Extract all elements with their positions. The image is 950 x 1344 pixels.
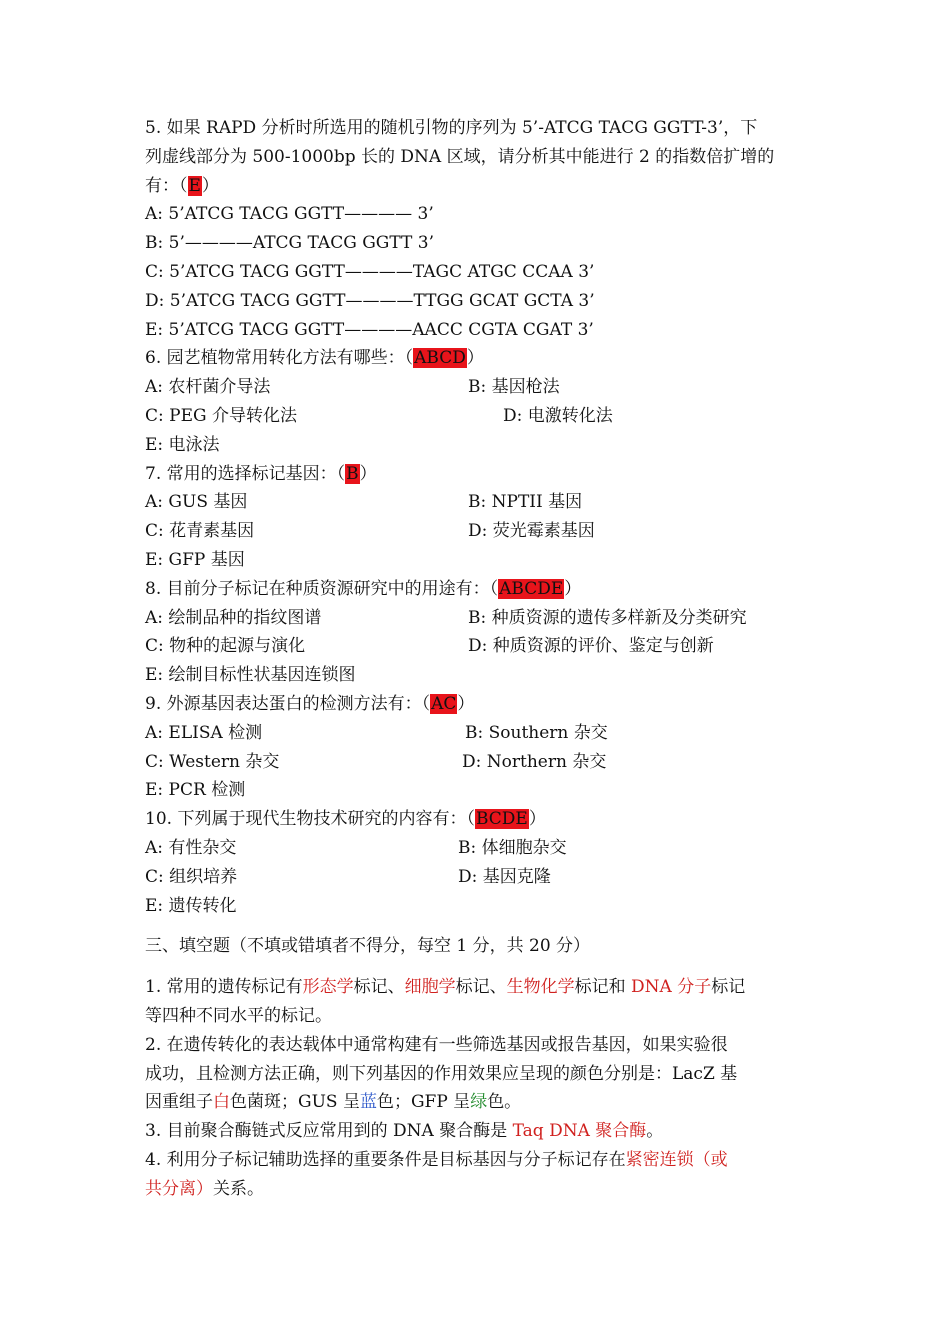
fill-3-text-2: 。 (646, 1121, 664, 1142)
fill-1-text-4: 标记和 (574, 977, 632, 998)
fill-4-line-2 (145, 1175, 810, 1204)
fill-2-answer-white: 白 (213, 1092, 230, 1113)
q7-option-b: B: NPTII 基因 (468, 492, 583, 513)
fill-1-text-3: 标记、 (455, 977, 507, 998)
q5-stem-pre: 有：（ (145, 175, 188, 196)
q7-option-c: C: 花青素基因 (145, 521, 255, 542)
q10-stem-post: ） (528, 809, 546, 830)
q5-option-a: A: 5’ATCG TACG GGTT———— 3’ (145, 204, 434, 225)
document-page (145, 114, 810, 1203)
q8-options-row-1 (145, 604, 810, 633)
q10-option-a: A: 有性杂交 (145, 837, 237, 858)
q9-option-b: B: Southern 杂交 (465, 722, 608, 743)
fill-1-answer-3: 生物化学 (506, 977, 575, 998)
q10-answer: BCDE (475, 809, 528, 830)
q5-option-d: D: 5’ATCG TACG GGTT————TTGG GCAT GCTA 3’ (145, 290, 595, 311)
section-3-title: 三、填空题（不填或错填者不得分，每空 1 分，共 20 分） (145, 936, 591, 957)
q7-answer: B (346, 463, 359, 484)
fill-4-answer-part-2: 共分离） (145, 1178, 213, 1199)
q8-stem (145, 575, 810, 604)
q6-options-row-2 (145, 402, 810, 431)
q10-option-b: B: 体细胞杂交 (458, 837, 567, 858)
fill-1-line-2: 等四种不同水平的标记。 (145, 1005, 332, 1026)
q8-option-c: C: 物种的起源与演化 (145, 636, 306, 657)
fill-3-line (145, 1117, 810, 1146)
q9-options-row-1 (145, 719, 810, 748)
q7-stem-pre: 7. 常用的选择标记基因：（ (145, 463, 346, 484)
q5-answer: E (188, 175, 201, 196)
q7-stem (145, 460, 810, 489)
q9-stem-pre: 9. 外源基因表达蛋白的检测方法有：（ (145, 693, 431, 714)
fill-4-answer-part-1: 紧密连锁（或 (625, 1149, 728, 1170)
fill-1-text-5: 标记 (711, 977, 746, 998)
fill-2-text-2: 色菌斑；GUS 呈 (230, 1092, 360, 1113)
fill-2-line-3 (145, 1088, 810, 1117)
fill-2-text-4: 色。 (487, 1092, 522, 1113)
q7-option-e: E: GFP 基因 (145, 549, 245, 570)
q5-stem-post: ） (201, 175, 219, 196)
q8-stem-pre: 8. 目前分子标记在种质资源研究中的用途有：（ (145, 578, 499, 599)
q6-option-b: B: 基因枪法 (468, 377, 560, 398)
q6-option-c: C: PEG 介导转化法 (145, 405, 297, 426)
fill-4-line-1 (145, 1146, 810, 1175)
q5-stem-line-1: 5. 如果 RAPD 分析时所选用的随机引物的序列为 5’-ATCG TACG GGTT-3’，下 (145, 118, 758, 138)
q9-option-c: C: Western 杂交 (145, 751, 280, 772)
fill-1-text-1: 1. 常用的遗传标记有 (145, 977, 303, 998)
q9-option-e: E: PCR 检测 (145, 780, 246, 801)
q8-option-b: B: 种质资源的遗传多样新及分类研究 (468, 607, 747, 628)
q8-stem-post: ） (564, 578, 582, 599)
q10-options-row-2 (145, 863, 810, 892)
fill-1-text-2: 标记、 (353, 977, 405, 998)
q10-option-d: D: 基因克隆 (458, 866, 551, 887)
q8-options-row-2 (145, 632, 810, 661)
q5-stem-line-2: 列虚线部分为 500-1000bp 长的 DNA 区域，请分析其中能进行 2 的指数倍扩增的 (145, 146, 775, 167)
q10-stem-pre: 10. 下列属于现代生物技术研究的内容有：（ (145, 809, 475, 830)
q5-stem-line-3 (145, 172, 810, 201)
q7-stem-post: ） (359, 463, 377, 484)
q9-answer: AC (431, 693, 457, 714)
q9-option-a: A: ELISA 检测 (145, 722, 263, 743)
fill-4-text-2: 关系。 (213, 1178, 264, 1199)
fill-1-answer-1: 形态学 (302, 977, 354, 998)
q6-stem-post: ） (466, 348, 484, 369)
q9-stem-post: ） (457, 693, 475, 714)
fill-3-text-1: 3. 目前聚合酶链式反应常用到的 DNA 聚合酶是 (145, 1121, 513, 1142)
q6-stem-pre: 6. 园艺植物常用转化方法有哪些：（ (145, 348, 414, 369)
q10-options-row-1 (145, 834, 810, 863)
fill-2-text-1: 因重组子 (145, 1092, 213, 1113)
q9-stem (145, 690, 810, 719)
fill-1-answer-4: DNA 分子 (631, 977, 712, 998)
q5-option-b: B: 5’————ATCG TACG GGTT 3’ (145, 233, 434, 254)
q5-option-c: C: 5’ATCG TACG GGTT————TAGC ATGC CCAA 3’ (145, 261, 595, 282)
fill-2-line-1: 2. 在遗传转化的表达载体中通常构建有一些筛选基因或报告基因，如果实验很 (145, 1034, 728, 1055)
q7-options-row-1 (145, 488, 810, 517)
q6-option-a: A: 农杆菌介导法 (145, 377, 271, 398)
q6-option-e: E: 电泳法 (145, 434, 220, 455)
q10-option-e: E: 遗传转化 (145, 895, 237, 916)
fill-2-answer-blue: 蓝 (359, 1092, 377, 1113)
q7-option-a: A: GUS 基因 (145, 492, 248, 513)
q6-answer: ABCD (414, 348, 466, 369)
fill-2-line-2: 成功，且检测方法正确，则下列基因的作用效果应呈现的颜色分别是：LacZ 基 (145, 1063, 738, 1084)
q6-options-row-1 (145, 373, 810, 402)
fill-1-answer-2: 细胞学 (404, 977, 456, 998)
q7-option-d: D: 荧光霉素基因 (468, 521, 595, 542)
q8-option-e: E: 绘制目标性状基因连锁图 (145, 665, 356, 686)
q8-answer: ABCDE (499, 578, 564, 599)
fill-2-answer-green: 绿 (470, 1092, 488, 1113)
q7-options-row-2 (145, 517, 810, 546)
q9-option-d: D: Northern 杂交 (462, 751, 607, 772)
q8-option-d: D: 种质资源的评价、鉴定与创新 (468, 636, 714, 657)
q10-option-c: C: 组织培养 (145, 866, 238, 887)
q9-options-row-2 (145, 748, 810, 777)
fill-4-text-1: 4. 利用分子标记辅助选择的重要条件是目标基因与分子标记存在 (145, 1149, 626, 1170)
fill-3-answer: Taq DNA 聚合酶 (512, 1121, 647, 1142)
q6-stem (145, 344, 810, 373)
q5-option-e: E: 5’ATCG TACG GGTT————AACC CGTA CGAT 3’ (145, 319, 594, 340)
q8-option-a: A: 绘制品种的指纹图谱 (145, 607, 322, 628)
q6-option-d: D: 电激转化法 (503, 405, 613, 426)
fill-2-text-3: 色；GFP 呈 (376, 1092, 471, 1113)
q10-stem (145, 805, 810, 834)
fill-1-line-1 (145, 973, 810, 1002)
